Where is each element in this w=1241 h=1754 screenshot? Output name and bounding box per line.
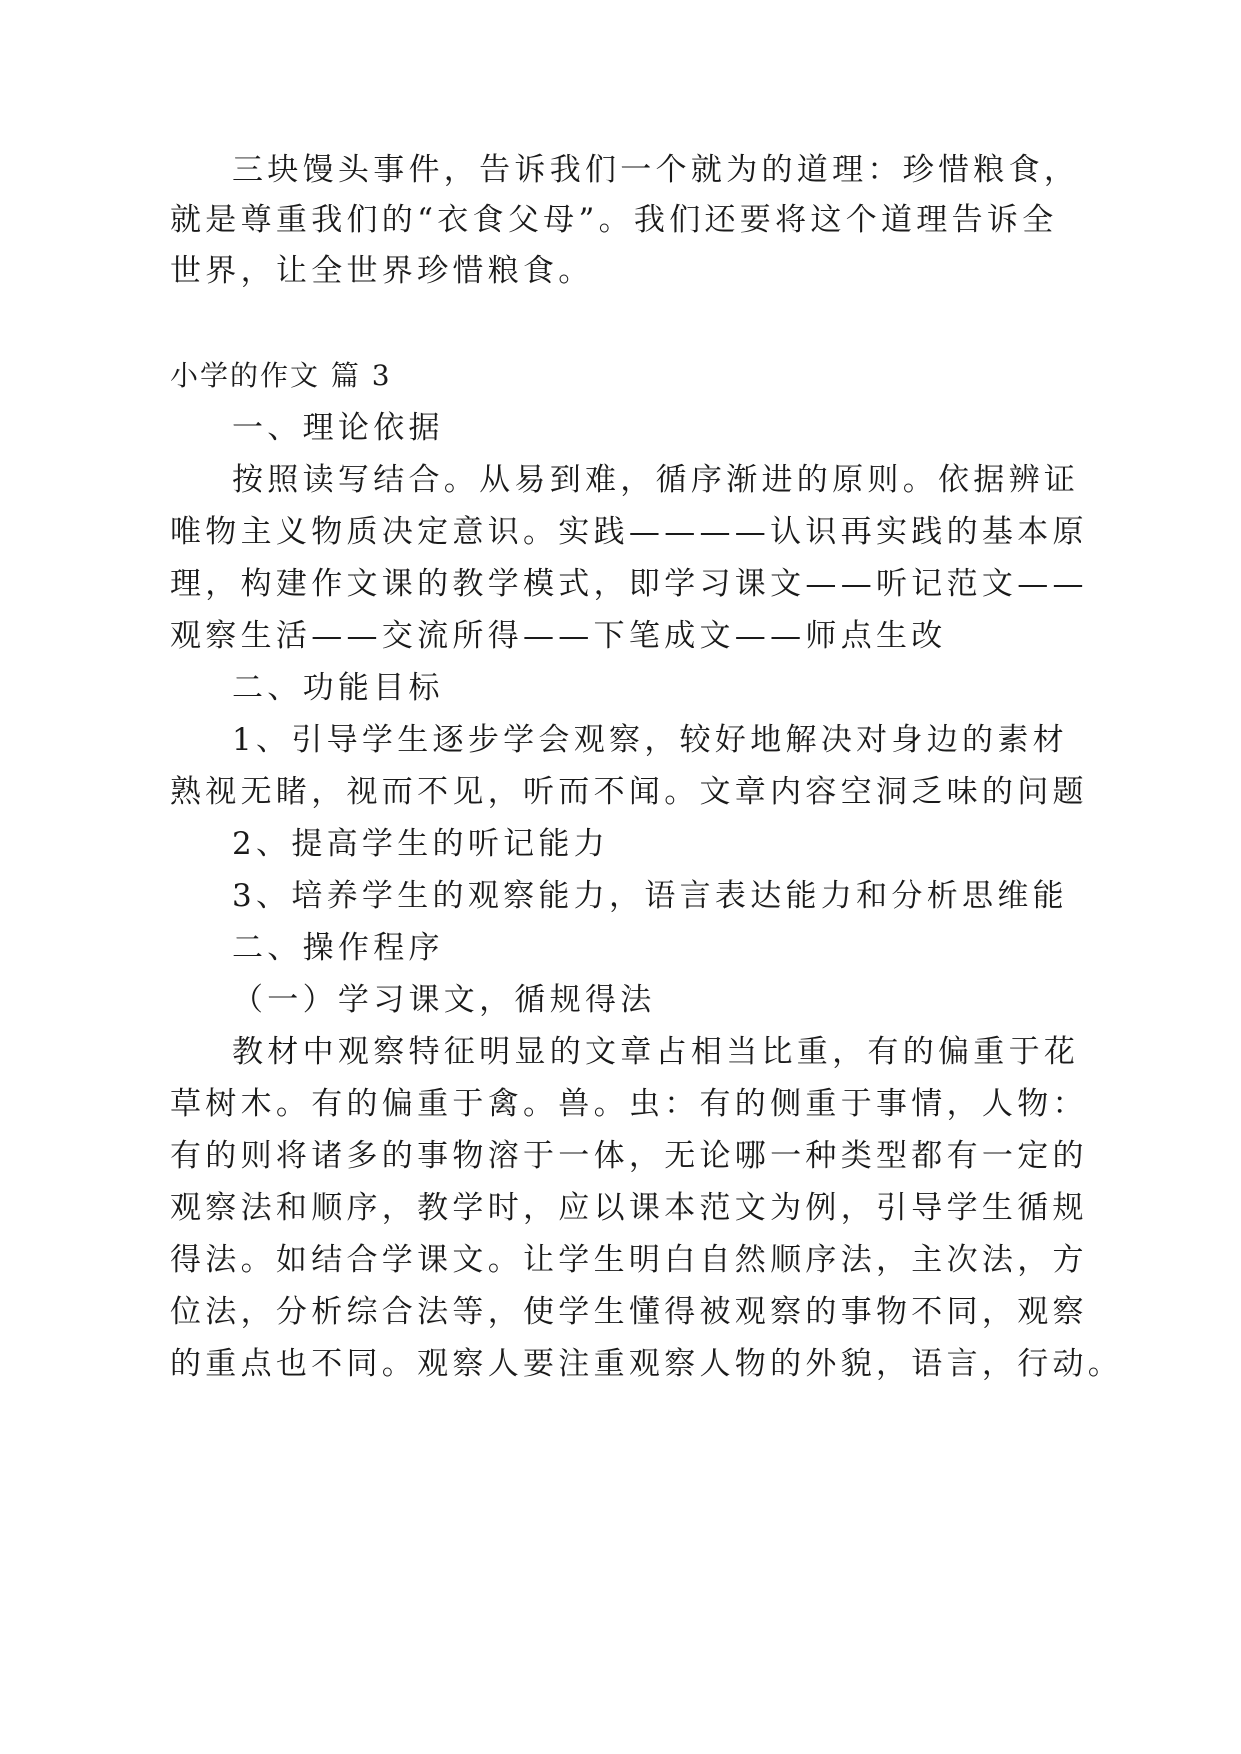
paragraph-line: 有的则将诸多的事物溶于一体，无论哪一种类型都有一定的 <box>170 1138 1088 1174</box>
paragraph-line: 三块馒头事件，告诉我们一个就为的道理：珍惜粮食， <box>232 152 1080 188</box>
paragraph-line: 2、提高学生的听记能力 <box>232 826 610 862</box>
subheading: 一、理论依据 <box>232 410 444 446</box>
subheading: 二、功能目标 <box>232 670 444 706</box>
paragraph-line: 就是尊重我们的“衣食父母”。我们还要将这个道理告诉全 <box>170 202 1058 238</box>
paragraph-line: 理，构建作文课的教学模式，即学习课文——听记范文—— <box>170 566 1088 602</box>
paragraph-line: 世界，让全世界珍惜粮食。 <box>170 253 594 289</box>
paragraph-line: 草树木。有的偏重于禽。兽。虫：有的侧重于事情，人物： <box>170 1086 1088 1122</box>
paragraph-line: 唯物主义物质决定意识。实践————认识再实践的基本原 <box>170 514 1088 550</box>
paragraph-line: 熟视无睹，视而不见，听而不闻。文章内容空洞乏味的问题 <box>170 774 1088 810</box>
subheading: （一）学习课文，循规得法 <box>232 982 656 1018</box>
subheading: 二、操作程序 <box>232 930 444 966</box>
paragraph-line: 按照读写结合。从易到难，循序渐进的原则。依据辨证 <box>232 462 1080 498</box>
paragraph-line: 得法。如结合学课文。让学生明白自然顺序法，主次法，方 <box>170 1242 1088 1278</box>
paragraph-line: 教材中观察特征明显的文章占相当比重，有的偏重于花 <box>232 1034 1080 1070</box>
paragraph-line: 的重点也不同。观察人要注重观察人物的外貌，语言，行动。 <box>170 1346 1124 1382</box>
paragraph-line: 观察法和顺序，教学时，应以课本范文为例，引导学生循规 <box>170 1190 1088 1226</box>
paragraph-line: 1、引导学生逐步学会观察，较好地解决对身边的素材 <box>232 722 1068 758</box>
paragraph-line: 位法，分析综合法等，使学生懂得被观察的事物不同，观察 <box>170 1294 1088 1330</box>
paragraph-line: 3、培养学生的观察能力，语言表达能力和分析思维能 <box>232 878 1068 914</box>
section-title: 小学的作文 篇 3 <box>170 359 392 392</box>
paragraph-line: 观察生活——交流所得——下笔成文——师点生改 <box>170 618 947 654</box>
